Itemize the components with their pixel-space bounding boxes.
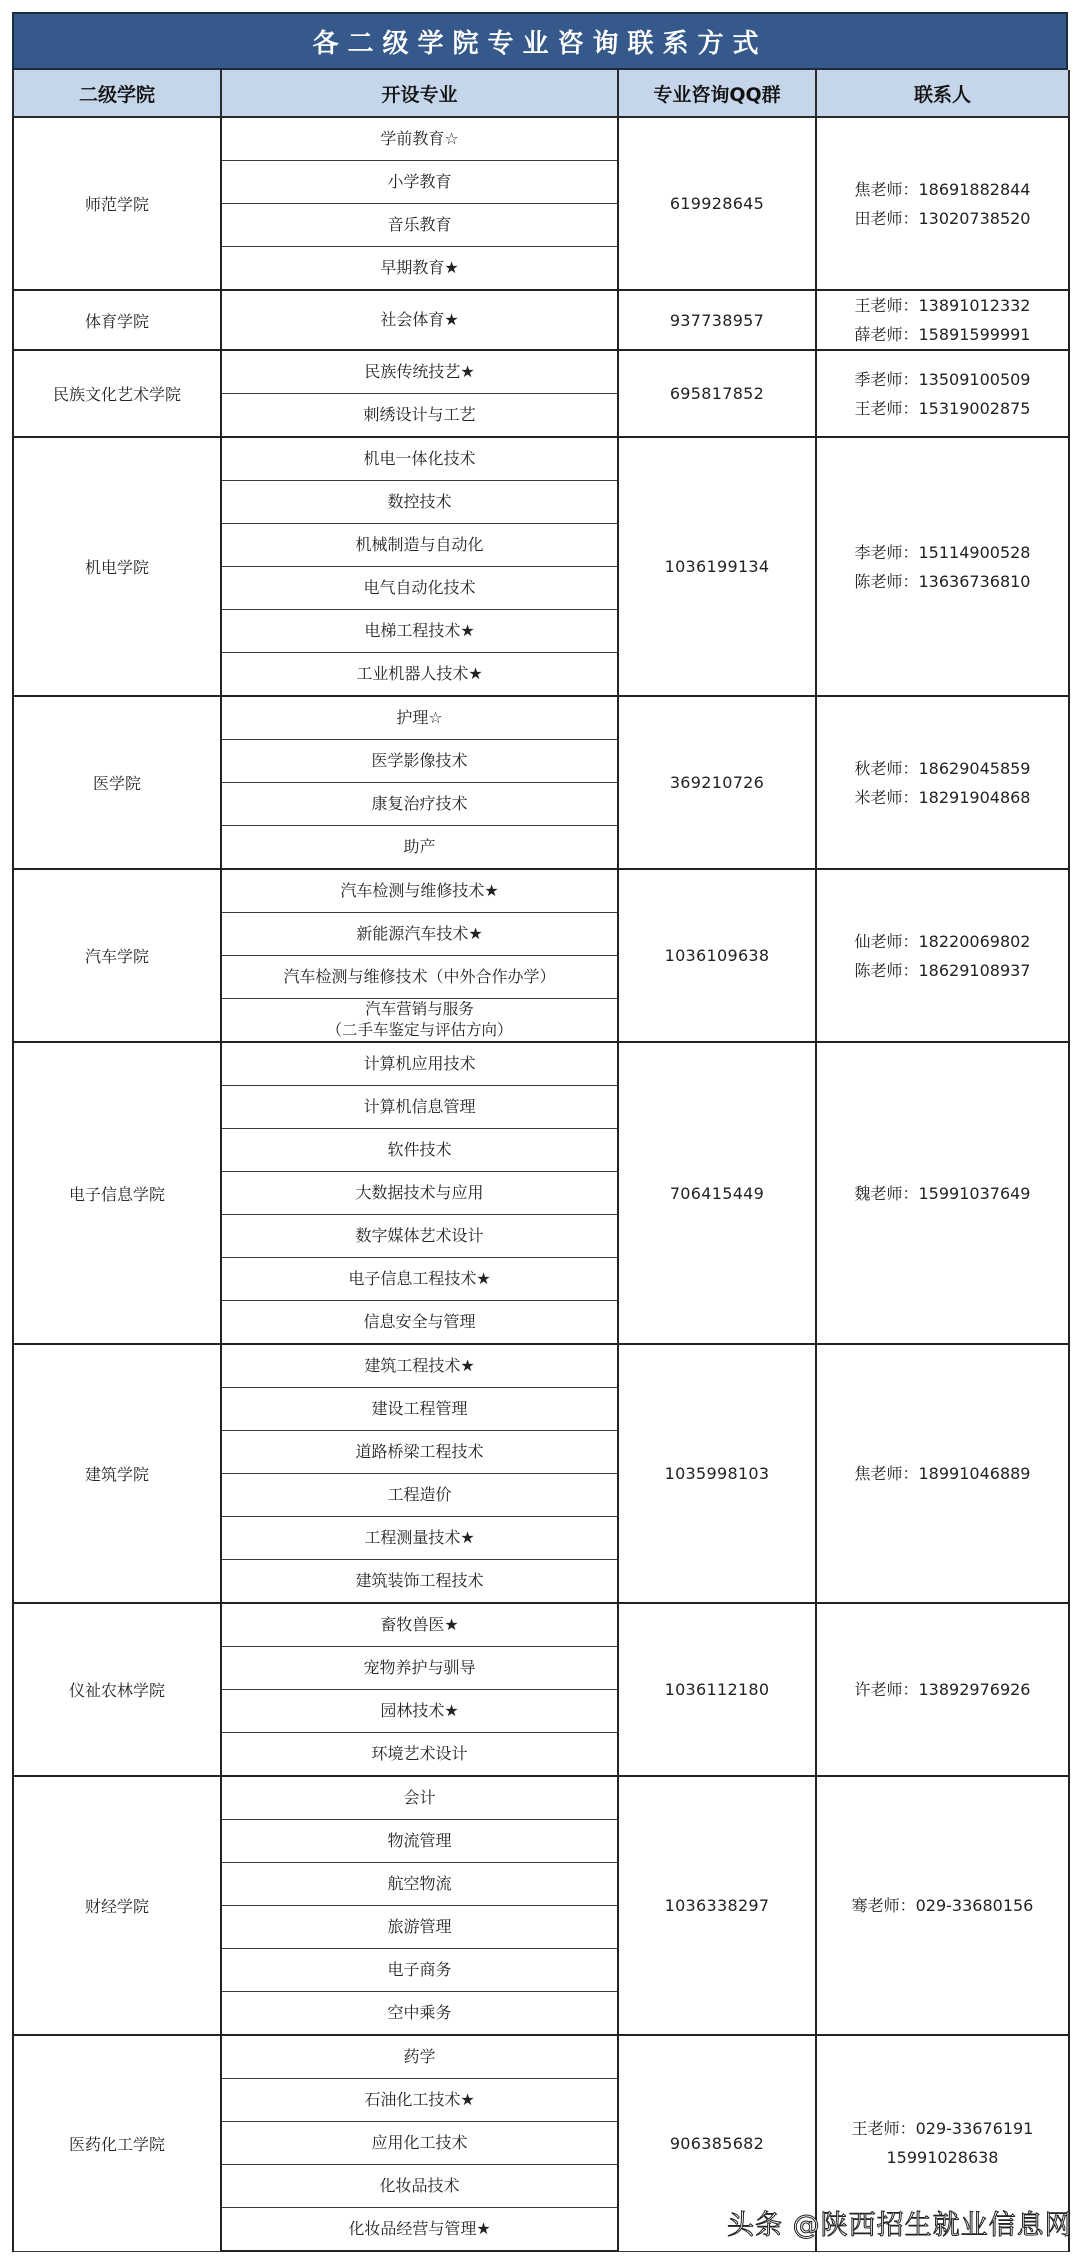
- contact-person: 田老师：13020738520: [854, 208, 1031, 228]
- major-name: 数字媒体艺术设计: [221, 1215, 618, 1258]
- college-name: 汽车学院: [13, 869, 221, 1042]
- major-name: 软件技术: [221, 1129, 618, 1172]
- major-name: 早期教育★: [221, 247, 618, 291]
- major-name: 工程造价: [221, 1474, 618, 1517]
- college-name: 财经学院: [13, 1776, 221, 2035]
- contact-person: 米老师：18291904868: [854, 787, 1031, 807]
- major-name: 旅游管理: [221, 1906, 618, 1949]
- title-band: [12, 12, 1068, 70]
- major-name: 电子信息工程技术★: [221, 1258, 618, 1301]
- table-row: [13, 696, 1069, 740]
- contact-cell: [816, 290, 1069, 350]
- table-row: [13, 1603, 1069, 1647]
- major-name: 建设工程管理: [221, 1388, 618, 1431]
- major-name: 园林技术★: [221, 1690, 618, 1733]
- major-name: 汽车检测与维修技术（中外合作办学）: [221, 956, 618, 999]
- major-name: 化妆品技术: [221, 2165, 618, 2208]
- major-name: 会计: [221, 1776, 618, 1820]
- major-name: 机电一体化技术: [221, 437, 618, 481]
- contact-cell: [816, 350, 1069, 437]
- college-name: 师范学院: [13, 117, 221, 290]
- major-name: 道路桥梁工程技术: [221, 1431, 618, 1474]
- contact-cell: [816, 869, 1069, 1042]
- qq-group-number: 1036112180: [618, 1603, 816, 1776]
- contact-person: 王老师：13891012332: [854, 296, 1031, 315]
- college-name: 仪祉农林学院: [13, 1603, 221, 1776]
- qq-group-number: 619928645: [618, 117, 816, 290]
- major-name: 康复治疗技术: [221, 783, 618, 826]
- major-name: 医学影像技术: [221, 740, 618, 783]
- major-name: 护理☆: [221, 696, 618, 740]
- college-name: 医药化工学院: [13, 2035, 221, 2251]
- qq-group-number: 369210726: [618, 696, 816, 869]
- major-name: 刺绣设计与工艺: [221, 394, 618, 438]
- college-name: 体育学院: [13, 290, 221, 350]
- major-name: 信息安全与管理: [221, 1301, 618, 1345]
- contact-cell: [816, 1603, 1069, 1776]
- header-college: 二级学院: [13, 70, 221, 117]
- contact-person: 焦老师：18991046889: [854, 1464, 1031, 1483]
- header-majors: 开设专业: [221, 70, 618, 117]
- qq-group-number: 1036109638: [618, 869, 816, 1042]
- contact-person: 陈老师：13636736810: [854, 571, 1031, 591]
- header-qq: 专业咨询QQ群: [618, 70, 816, 117]
- college-name: 建筑学院: [13, 1344, 221, 1603]
- major-name: 民族传统技艺★: [221, 350, 618, 394]
- qq-group-number: 1035998103: [618, 1344, 816, 1603]
- contact-cell: [816, 1776, 1069, 2035]
- major-name: 电气自动化技术: [221, 567, 618, 610]
- contact-person: 季老师：13509100509: [854, 369, 1031, 389]
- contact-person: 薛老师：15891599991: [854, 325, 1031, 344]
- contact-person: 王老师：029-33676191: [851, 2119, 1034, 2139]
- major-name: 环境艺术设计: [221, 1733, 618, 1777]
- table-row: [13, 2035, 1069, 2079]
- contact-sheet: [12, 12, 1068, 2252]
- contact-cell: [816, 696, 1069, 869]
- contact-person: 焦老师：18691882844: [854, 179, 1031, 199]
- major-name: 药学: [221, 2035, 618, 2079]
- table-row: [13, 1042, 1069, 1086]
- table-row: [13, 869, 1069, 913]
- contact-person: 许老师：13892976926: [854, 1680, 1031, 1699]
- major-name: 建筑装饰工程技术: [221, 1560, 618, 1604]
- table-row: [13, 437, 1069, 481]
- major-name: 社会体育★: [221, 290, 618, 350]
- table-row: [13, 1776, 1069, 1820]
- qq-group-number: 1036199134: [618, 437, 816, 696]
- qq-group-number: 706415449: [618, 1042, 816, 1344]
- qq-group-number: 906385682: [618, 2035, 816, 2251]
- contact-person: 仙老师：18220069802: [854, 931, 1031, 951]
- college-name: 民族文化艺术学院: [13, 350, 221, 437]
- major-name: 汽车营销与服务 （二手车鉴定与评估方向）: [221, 999, 618, 1043]
- header-row: [13, 70, 1069, 117]
- table-row: [13, 290, 1069, 350]
- contact-person: 魏老师：15991037649: [854, 1183, 1031, 1203]
- table-row: [13, 1344, 1069, 1388]
- major-name: 新能源汽车技术★: [221, 913, 618, 956]
- qq-group-number: 695817852: [618, 350, 816, 437]
- contact-person: 李老师：15114900528: [854, 542, 1031, 562]
- major-name: 物流管理: [221, 1820, 618, 1863]
- major-name: 宠物养护与驯导: [221, 1647, 618, 1690]
- major-name: 大数据技术与应用: [221, 1172, 618, 1215]
- major-name: 石油化工技术★: [221, 2079, 618, 2122]
- major-name: 汽车检测与维修技术★: [221, 869, 618, 913]
- qq-group-number: 1036338297: [618, 1776, 816, 2035]
- table-body: [13, 117, 1069, 2251]
- college-name: 电子信息学院: [13, 1042, 221, 1344]
- contact-cell: [816, 437, 1069, 696]
- qq-group-number: 937738957: [618, 290, 816, 350]
- major-name: 计算机信息管理: [221, 1086, 618, 1129]
- major-name: 化妆品经营与管理★: [221, 2208, 618, 2252]
- college-name: 医学院: [13, 696, 221, 869]
- major-name: 小学教育: [221, 161, 618, 204]
- major-name: 工程测量技术★: [221, 1517, 618, 1560]
- table-row: [13, 117, 1069, 161]
- college-contact-table: [12, 70, 1070, 2252]
- major-name: 数控技术: [221, 481, 618, 524]
- watermark: 头条 @陕西招生就业信息网: [727, 2210, 1073, 2241]
- major-name: 学前教育☆: [221, 117, 618, 161]
- contact-person: 秋老师：18629045859: [854, 758, 1031, 778]
- major-name: 机械制造与自动化: [221, 524, 618, 567]
- major-name: 工业机器人技术★: [221, 653, 618, 697]
- major-name: 电梯工程技术★: [221, 610, 618, 653]
- major-name: 计算机应用技术: [221, 1042, 618, 1086]
- page-title: 各二级学院专业咨询联系方式: [312, 28, 768, 59]
- table-row: [13, 350, 1069, 394]
- major-name: 建筑工程技术★: [221, 1344, 618, 1388]
- major-name: 音乐教育: [221, 204, 618, 247]
- contact-person: 王老师：15319002875: [854, 398, 1031, 418]
- contact-cell: [816, 117, 1069, 290]
- contact-person: 陈老师：18629108937: [854, 960, 1031, 980]
- major-name: 航空物流: [221, 1863, 618, 1906]
- major-name: 应用化工技术: [221, 2122, 618, 2165]
- contact-cell: [816, 1344, 1069, 1603]
- contact-person: 骞老师：029-33680156: [851, 1896, 1034, 1915]
- major-name: 助产: [221, 826, 618, 870]
- major-name: 电子商务: [221, 1949, 618, 1992]
- contact-cell: [816, 1042, 1069, 1344]
- header-contact: 联系人: [816, 70, 1069, 117]
- major-name: 空中乘务: [221, 1992, 618, 2036]
- college-name: 机电学院: [13, 437, 221, 696]
- major-name: 畜牧兽医★: [221, 1603, 618, 1647]
- contact-person: 15991028638: [886, 2148, 999, 2168]
